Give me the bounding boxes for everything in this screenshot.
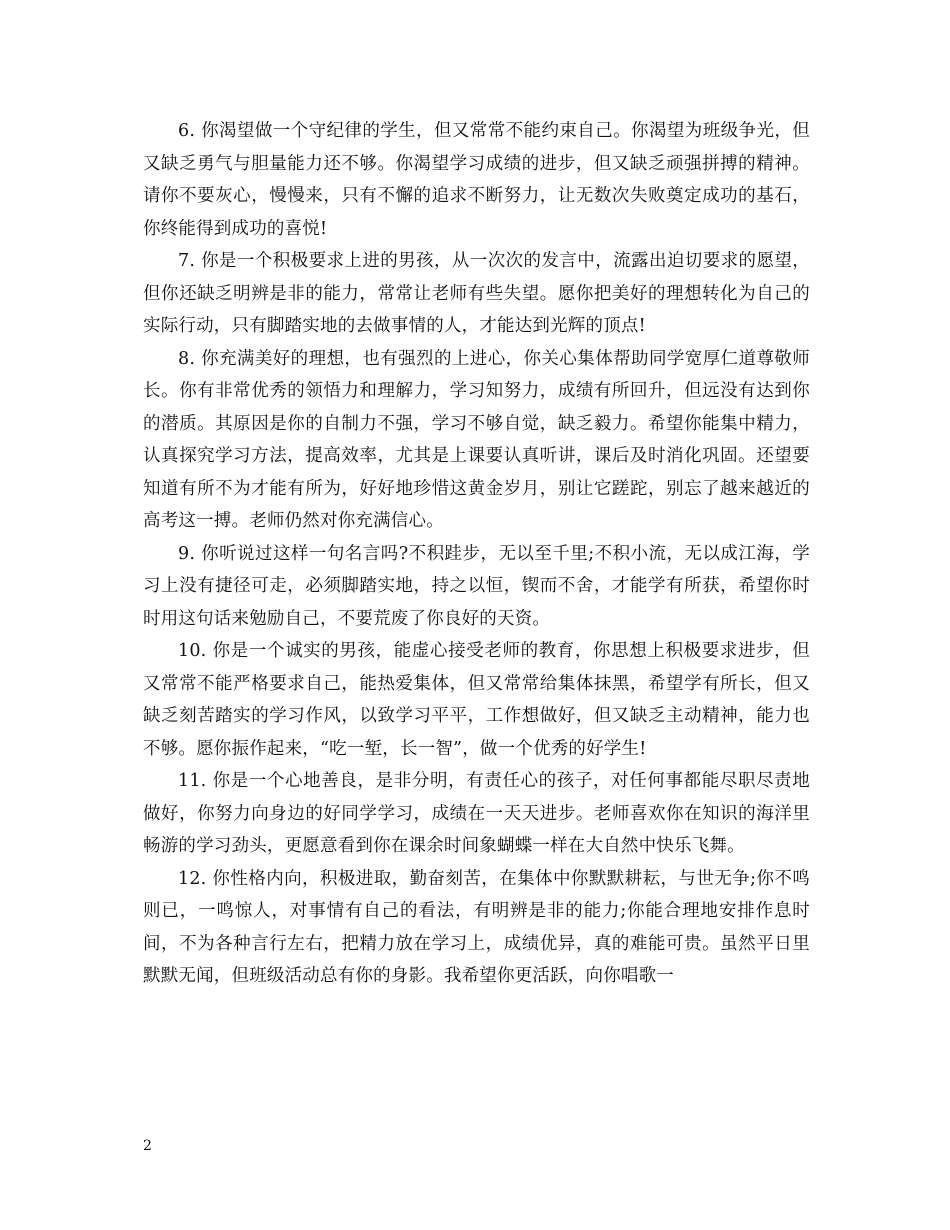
paragraph-9: 9. 你听说过这样一句名言吗?不积跬步，无以至千里;不积小流，无以成江海，学习上没有捷径可走，必须脚踏实地，持之以恒，锲而不舍，才能学有所获，希望你时时用这句话来勉励自己，不要荒废了你良好的天资。	[143, 543, 810, 629]
paragraph-10: 10. 你是一个诚实的男孩，能虚心接受老师的教育，你思想上积极要求进步，但又常常不能严格要求自己，能热爱集体，但又常常给集体抹黑，希望学有所长，但又缺乏刻苦踏实的学习作风，以致学习平平，工作想做好，但又缺乏主动精神，能力也不够。愿你振作起来，“吃一堑，长一智”，做一个优秀的好学生!	[143, 641, 810, 759]
paragraph-12: 12. 你性格内向，积极进取，勤奋刻苦，在集体中你默默耕耘，与世无争;你不鸣则已，一鸣惊人，对事情有自己的看法，有明辨是非的能力;你能合理地安排作息时间，不为各种言行左右，把精力放在学习上，成绩优异，真的难能可贵。虽然平日里默默无闻，但班级活动总有你的身影。我希望你更活跃，向你唱歌一	[143, 868, 810, 986]
paragraph-6: 6. 你渴望做一个守纪律的学生，但又常常不能约束自己。你渴望为班级争光，但又缺乏勇气与胆量能力还不够。你渴望学习成绩的进步，但又缺乏顽强拼搏的精神。请你不要灰心，慢慢来，只有不懈的追求不断努力，让无数次失败奠定成功的基石，你终能得到成功的喜悦!	[143, 121, 810, 239]
paragraph-11: 11. 你是一个心地善良，是非分明，有责任心的孩子，对任何事都能尽职尽责地做好，你努力向身边的好同学学习，成绩在一天天进步。老师喜欢你在知识的海洋里畅游的学习劲头，更愿意看到你在课余时间象蝴蝶一样在大自然中快乐飞舞。	[143, 771, 810, 856]
page-number: 2	[143, 1138, 152, 1154]
paragraph-7: 7. 你是一个积极要求上进的男孩，从一次次的发言中，流露出迫切要求的愿望，但你还缺乏明辨是非的能力，常常让老师有些失望。愿你把美好的理想转化为自己的实际行动，只有脚踏实地的去做事情的人，才能达到光辉的顶点!	[143, 251, 810, 336]
paragraph-8: 8. 你充满美好的理想，也有强烈的上进心，你关心集体帮助同学宽厚仁道尊敬师长。你有非常优秀的领悟力和理解力，学习知努力，成绩有所回升，但远没有达到你的潜质。其原因是你的自制力不强，学习不够自觉，缺乏毅力。希望你能集中精力，认真探究学习方法，提高效率，尤其是上课要认真听讲，课后及时消化巩固。还望要知道有所不为才能有所为，好好地珍惜这黄金岁月，别让它蹉跎，别忘了越来越近的高考这一搏。老师仍然对你充满信心。	[143, 348, 810, 531]
page-body	[143, 115, 810, 993]
